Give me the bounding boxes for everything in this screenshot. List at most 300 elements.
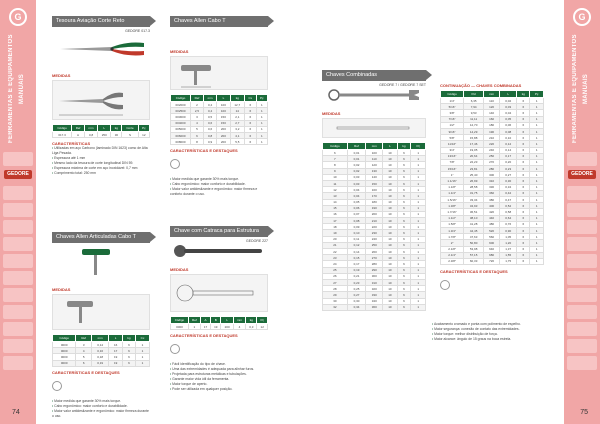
table-cell: 008000	[171, 139, 191, 145]
table-cell: 6	[517, 159, 530, 165]
table-cell: 0,05	[347, 199, 365, 205]
table-cell: 0,12	[347, 242, 365, 248]
table-cell: 31,75	[464, 190, 484, 196]
icon-row	[170, 156, 268, 174]
list-item: • Espessura até 1 mm	[52, 156, 150, 161]
index-tab[interactable]	[567, 271, 597, 285]
index-tab[interactable]	[567, 237, 597, 251]
index-tab[interactable]	[3, 305, 33, 319]
table-cell: 1	[411, 249, 426, 255]
table-cell: 130	[366, 168, 383, 174]
table-cell: 6	[517, 203, 530, 209]
table-cell: 0,6	[203, 126, 216, 132]
table-header: L	[500, 91, 517, 98]
table-cell: 1	[136, 354, 150, 360]
spec-table-combinadas-a	[322, 142, 426, 311]
table-cell: 30	[111, 132, 122, 138]
articulated-key-drawing-icon	[53, 295, 149, 329]
table-cell: 10	[383, 180, 397, 186]
table-header: Pç	[411, 143, 426, 150]
table-cell: 10	[383, 304, 397, 310]
table-cell: 200	[217, 132, 230, 138]
table-cell: 2"	[441, 240, 464, 246]
table-cell: 6	[397, 224, 411, 230]
table-header: Ref	[76, 335, 92, 342]
index-tab[interactable]	[567, 288, 597, 302]
table-cell: 12	[257, 324, 268, 330]
table-cell: 0,27	[347, 292, 365, 298]
table-cell: 11/16"	[441, 141, 464, 147]
table-cell: 11	[323, 180, 348, 186]
table-cell: 0,09	[347, 224, 365, 230]
table-cell: 0,20	[500, 159, 517, 165]
table-header: Cx	[136, 335, 150, 342]
table-cell: 640	[484, 246, 500, 252]
table-cell: 32	[323, 304, 348, 310]
table-cell: 1	[530, 258, 544, 264]
table-header: Pç	[530, 91, 544, 98]
product-ref: GEDORE 017.3	[125, 29, 150, 33]
index-tab[interactable]	[3, 220, 33, 234]
table-cell: 15/16"	[441, 166, 464, 172]
table-cell: 9,53	[464, 110, 484, 116]
index-tab[interactable]	[567, 186, 597, 200]
ring-icon	[52, 381, 62, 391]
list-item: • Fácil identificação do tipo de chave.	[170, 362, 268, 367]
table-cell: 3,2	[230, 126, 244, 132]
table-cell: 140	[484, 110, 500, 116]
table-cell: 10	[383, 292, 397, 298]
table-cell: 1	[530, 172, 544, 178]
section-chaves-combinadas	[322, 70, 426, 311]
dimension-drawing	[322, 118, 426, 138]
allen-key-drawing-icon	[171, 57, 267, 89]
table-cell: 3/8"	[441, 110, 464, 116]
table-cell: 6	[397, 298, 411, 304]
table-cell: 0000	[53, 348, 76, 354]
table-cell: 15,88	[464, 135, 484, 141]
section-title: Chave com Catraca para Estrutura Metálica e Tubulação	[170, 226, 268, 237]
table-cell: 100	[217, 108, 230, 114]
list-item: • Projetada para estruturas metálicas e tubulações.	[170, 372, 268, 377]
table-header: Código	[171, 95, 191, 102]
table-cell: 330	[366, 292, 383, 298]
table-cell: 0,4	[203, 102, 216, 108]
table-cell: 1	[136, 360, 150, 366]
table-cell: 3	[191, 114, 204, 120]
section-title: Tesoura Aviação Corte Reto	[52, 16, 150, 27]
index-tab[interactable]	[567, 305, 597, 319]
table-cell: 1	[530, 209, 544, 215]
table-cell: 1.1/4"	[441, 190, 464, 196]
table-cell: 1	[530, 153, 544, 159]
table-cell: 19,05	[464, 147, 484, 153]
table-header: L	[98, 125, 111, 132]
table-cell: 6	[397, 236, 411, 242]
table-cell: 4,1	[230, 132, 244, 138]
index-tab[interactable]	[567, 220, 597, 234]
list-item: • Maior torque: melhor distribuição de força.	[432, 332, 556, 337]
table-cell: 28	[323, 286, 348, 292]
index-tab[interactable]	[3, 356, 33, 370]
strip-brand: GEDORE	[4, 170, 32, 179]
table-cell: 33,34	[464, 197, 484, 203]
index-tab[interactable]	[3, 322, 33, 336]
table-cell: 1	[411, 236, 426, 242]
table-cell: 6	[517, 172, 530, 178]
table-cell: 190	[366, 205, 383, 211]
dimension-drawing	[52, 294, 150, 330]
table-body	[171, 102, 268, 145]
table-cell: 60,33	[464, 258, 484, 264]
table-cell: 6	[397, 150, 411, 156]
table-cell: 10	[383, 236, 397, 242]
index-tabs-top	[567, 152, 597, 169]
subhead-caracteristicas: CARACTERÍSTICAS E DESTAQUES	[170, 333, 238, 339]
table-cell: 320	[366, 286, 383, 292]
table-cell: 6	[517, 197, 530, 203]
table-cell: 6	[397, 180, 411, 186]
subhead-caracteristicas: CARACTERÍSTICAS E DESTAQUES	[52, 369, 120, 375]
table-cell: 8	[191, 139, 204, 145]
table-cell: 19	[211, 324, 221, 330]
table-cell: 150	[217, 120, 230, 126]
table-cell: 10	[383, 298, 397, 304]
table-cell: 0,8	[203, 132, 216, 138]
table-cell: 26,99	[464, 178, 484, 184]
table-cell: 310	[366, 279, 383, 285]
table-cell: 0,52	[500, 203, 517, 209]
table-cell: 1	[530, 159, 544, 165]
table-cell: 1,05	[500, 234, 517, 240]
table-cell: 1	[530, 240, 544, 246]
table-cell: 0,27	[500, 172, 517, 178]
table-cell: 400	[484, 203, 500, 209]
table-cell: 12,70	[464, 122, 484, 128]
table-cell: 57,15	[464, 252, 484, 258]
table-cell: 6	[397, 205, 411, 211]
table-cell: 017.3	[53, 132, 72, 138]
table-cell: 10	[383, 187, 397, 193]
table-cell: 1	[411, 156, 426, 162]
table-cell: 0,06	[347, 205, 365, 211]
table-cell: 1	[530, 166, 544, 172]
table-cell: 1	[530, 104, 544, 110]
table-cell: 0,42	[500, 190, 517, 196]
index-tab[interactable]	[3, 288, 33, 302]
table-cell: 16	[323, 211, 348, 217]
list-item: • Uma das extremidades é adequada para alinhar furos.	[170, 367, 268, 372]
table-cell: 1	[411, 174, 426, 180]
table-header: mm	[366, 143, 383, 150]
table-cell: 6	[397, 242, 411, 248]
table-cell: 0,47	[500, 197, 517, 203]
table-cell: 2,5	[191, 108, 204, 114]
table-cell: 27	[323, 279, 348, 285]
table-cell: 1.3/8"	[441, 203, 464, 209]
list-item: • Maior medida que garante 30% mais torque.	[52, 399, 150, 404]
table-header: Pol	[464, 91, 484, 98]
table-cell: 0,14	[91, 342, 108, 348]
table-cell: 1	[411, 218, 426, 224]
table-cell: 19	[323, 230, 348, 236]
table-header: A	[200, 317, 210, 324]
list-item: • Comprimento total: 250 mm	[52, 171, 150, 176]
table-cell: 1	[530, 246, 544, 252]
table-cell: 6	[323, 150, 348, 156]
index-tab[interactable]	[567, 339, 597, 353]
table-cell: 11,11	[464, 116, 484, 122]
table-cell: 0,04	[347, 187, 365, 193]
table-cell: 6	[122, 360, 135, 366]
table-cell: 0,02	[500, 98, 517, 104]
table-cell: 0,90	[500, 227, 517, 233]
table-cell: 10	[383, 249, 397, 255]
table-cell: 120	[366, 162, 383, 168]
subhead-continuacao: CONTINUAÇÃO — CHAVES COMBINADAS	[440, 83, 522, 88]
index-tab[interactable]	[567, 322, 597, 336]
table-cell: 1	[411, 286, 426, 292]
table-row	[171, 139, 268, 145]
table-cell: 6	[517, 215, 530, 221]
table-cell: 1.1/8"	[441, 184, 464, 190]
table-cell: 180	[484, 122, 500, 128]
table-cell: 6	[397, 230, 411, 236]
table-cell: 1,37	[500, 246, 517, 252]
index-tab[interactable]	[567, 254, 597, 268]
table-cell: 10	[383, 273, 397, 279]
table-cell: 340	[366, 298, 383, 304]
subhead-medidas: MEDIDAS	[52, 287, 71, 292]
table-cell: 310	[484, 178, 500, 184]
table-cell: 1.1/16"	[441, 178, 464, 184]
index-tab[interactable]	[3, 237, 33, 251]
table-cell: 2.1/4"	[441, 252, 464, 258]
table-row	[171, 324, 268, 330]
left-side-strip	[0, 0, 36, 424]
table-cell: 1	[136, 342, 150, 348]
table-cell: 23,81	[464, 166, 484, 172]
index-tab[interactable]	[567, 152, 597, 166]
index-tab[interactable]	[3, 203, 33, 217]
table-cell: 29	[323, 292, 348, 298]
section-title: Chaves Combinadas	[322, 70, 426, 81]
table-cell: 21	[323, 242, 348, 248]
table-body	[441, 98, 544, 265]
index-tab[interactable]	[3, 339, 33, 353]
table-cell: 1	[411, 273, 426, 279]
table-cell: 1	[411, 230, 426, 236]
index-tab[interactable]	[567, 356, 597, 370]
table-cell: 53,98	[464, 246, 484, 252]
table-cell: 2,7	[230, 120, 244, 126]
table-cell: 7	[323, 156, 348, 162]
table-header: Código	[323, 143, 348, 150]
table-cell: 6	[397, 174, 411, 180]
table-cell: 0,04	[347, 193, 365, 199]
index-tab[interactable]	[3, 271, 33, 285]
table-cell: 1	[530, 147, 544, 153]
table-cell: 220	[366, 224, 383, 230]
table-cell: 28,58	[464, 184, 484, 190]
table-cell: 0,23	[347, 279, 365, 285]
table-cell: 16	[109, 342, 122, 348]
table-cell: 0,07	[347, 211, 365, 217]
table-cell: 9/16"	[441, 128, 464, 134]
ring-icon	[440, 280, 450, 290]
index-tab[interactable]	[3, 152, 33, 166]
table-cell: 2.3/8"	[441, 258, 464, 264]
table-cell: 6	[397, 162, 411, 168]
table-cell: 1	[530, 135, 544, 141]
table-cell: 0,01	[347, 156, 365, 162]
table-row	[441, 258, 544, 264]
table-cell: 1	[411, 205, 426, 211]
product-ref: GEDORE 7 / GEDORE 7 SET	[379, 83, 426, 87]
table-cell: 1	[411, 255, 426, 261]
table-cell: 6	[245, 120, 257, 126]
table-row	[323, 304, 426, 310]
table-cell: 36,51	[464, 209, 484, 215]
index-tab[interactable]	[3, 186, 33, 200]
table-cell: 0,18	[91, 354, 108, 360]
table-cell: 6	[517, 153, 530, 159]
table-cell: 1	[530, 252, 544, 258]
table-cell: 10	[383, 211, 397, 217]
table-cell: 5	[76, 354, 92, 360]
feature-list	[52, 146, 150, 176]
feature-list	[170, 362, 268, 392]
brand-logo-icon: G	[573, 8, 591, 26]
table-cell: 003000	[171, 114, 191, 120]
table-cell: 1	[411, 292, 426, 298]
table-cell: 1	[411, 162, 426, 168]
section-title: Chaves Allen Cabo T	[170, 16, 268, 27]
dimension-drawing	[170, 56, 268, 90]
shears-icon	[52, 33, 150, 65]
table-cell: 20	[323, 236, 348, 242]
spec-table-catraca	[170, 316, 268, 330]
table-cell: 6	[245, 114, 257, 120]
table-cell: 10	[383, 150, 397, 156]
table-cell: 1	[411, 193, 426, 199]
table-cell: 0,23	[500, 166, 517, 172]
table-cell: 0,76	[500, 221, 517, 227]
table-cell: 1	[256, 126, 267, 132]
table-cell: 480	[484, 221, 500, 227]
page-number-left: 74	[12, 409, 20, 416]
table-cell: 13	[323, 193, 348, 199]
table-cell: 6	[397, 249, 411, 255]
table-cell: 270	[484, 159, 500, 165]
table-cell: 0000	[171, 324, 189, 330]
table-cell: 6	[517, 135, 530, 141]
table-cell: 680	[484, 252, 500, 258]
table-cell: 7/8"	[441, 159, 464, 165]
table-cell: 6,35	[464, 98, 484, 104]
table-cell: 38,10	[464, 215, 484, 221]
index-tab[interactable]	[3, 254, 33, 268]
table-cell: 6	[397, 255, 411, 261]
table-cell: 0,10	[500, 135, 517, 141]
table-header: mm	[84, 125, 97, 132]
table-cell: 560	[484, 234, 500, 240]
table-cell: 160	[484, 116, 500, 122]
table-cell: 1/2"	[441, 122, 464, 128]
table-cell: 380	[484, 197, 500, 203]
table-cell: 6	[397, 261, 411, 267]
table-cell: 6	[517, 190, 530, 196]
table-cell: 300	[366, 273, 383, 279]
table-cell: 1	[530, 122, 544, 128]
section-chaves-combinadas-continuacao	[440, 80, 544, 295]
table-cell: 1	[136, 348, 150, 354]
table-cell: 150	[217, 114, 230, 120]
icon-row	[170, 341, 268, 359]
table-cell: 14	[230, 108, 244, 114]
table-cell: 24	[323, 261, 348, 267]
index-tab[interactable]	[567, 203, 597, 217]
table-cell: 1	[256, 102, 267, 108]
table-body	[53, 342, 150, 367]
table-cell: 1	[411, 199, 426, 205]
ratchet-drawing-icon	[171, 275, 267, 311]
table-header: kg	[246, 317, 257, 324]
table-cell: 10	[383, 174, 397, 180]
table-cell: 0,3	[246, 324, 257, 330]
table-cell: 6	[517, 128, 530, 134]
table-cell: 6	[517, 104, 530, 110]
table-cell: 47,63	[464, 234, 484, 240]
table-cell: 0,4	[203, 108, 216, 114]
table-header: L	[383, 143, 397, 150]
table-cell: 0,03	[500, 104, 517, 110]
table-cell: 2	[191, 102, 204, 108]
table-header: Pç	[257, 317, 268, 324]
table-header: Código	[441, 91, 464, 98]
table-cell: 1	[530, 197, 544, 203]
table-cell: 6	[397, 286, 411, 292]
table-cell: 0,19	[91, 360, 108, 366]
table-cell: 0,06	[500, 122, 517, 128]
index-tabs	[567, 186, 597, 373]
table-cell: 6	[397, 267, 411, 273]
table-cell: 0,9	[203, 139, 216, 145]
table-cell: 10	[383, 162, 397, 168]
table-cell: 6	[397, 211, 411, 217]
table-cell: 6	[397, 218, 411, 224]
table-cell: 100	[217, 102, 230, 108]
table-cell: 6	[517, 227, 530, 233]
table-header: Código	[53, 335, 76, 342]
table-cell: 520	[484, 227, 500, 233]
table-cell: 330	[484, 184, 500, 190]
table-cell: 10	[383, 218, 397, 224]
subhead-medidas: MEDIDAS	[170, 267, 189, 272]
list-item: • Utilizadas em aço Carbono (laminado DIN 1623) como de Alta Liga Pesada.	[52, 146, 150, 156]
list-item: • Acabamento cromado e ponta com polimento de espelho.	[432, 322, 556, 327]
table-cell: 6	[397, 199, 411, 205]
table-cell: 1	[411, 150, 426, 156]
table-cell: 8	[323, 162, 348, 168]
product-ref: GEDORE 227	[246, 239, 268, 243]
table-header: Pç	[256, 95, 267, 102]
table-header: Cx	[245, 95, 257, 102]
table-cell: 420	[484, 209, 500, 215]
table-cell: 180	[366, 199, 383, 205]
table-cell: 1	[411, 168, 426, 174]
table-cell: 50,80	[464, 240, 484, 246]
